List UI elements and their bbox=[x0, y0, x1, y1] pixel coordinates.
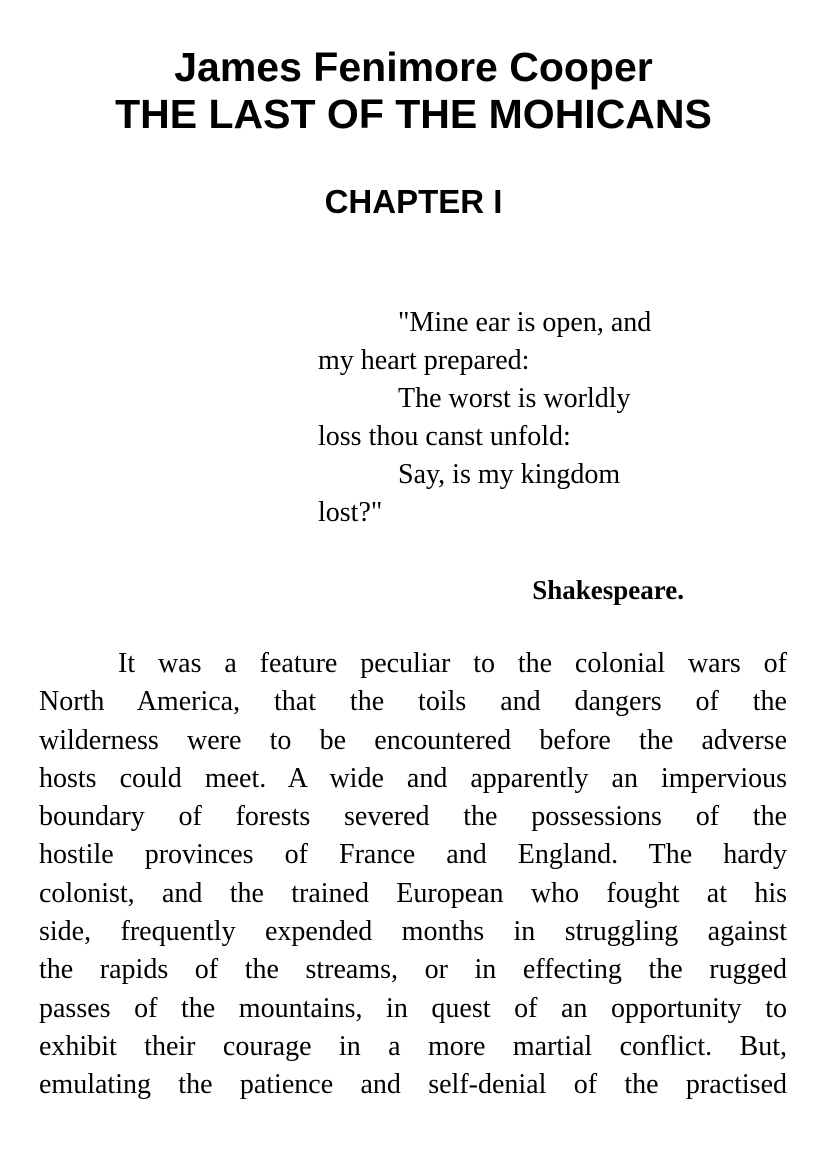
paragraph-line: passes of the mountains, in quest of an opportunity to bbox=[39, 992, 787, 1024]
paragraph-line: North America, that the toils and dangers of the bbox=[39, 686, 787, 718]
paragraph-line: boundary of forests severed the possessions of the bbox=[39, 801, 787, 833]
title-block bbox=[0, 44, 827, 138]
epigraph bbox=[318, 304, 718, 532]
epigraph-line: The worst is worldly bbox=[398, 383, 631, 414]
paragraph-line: side, frequently expended months in struggling against bbox=[39, 916, 787, 948]
epigraph-line: lost?" bbox=[318, 497, 383, 528]
book-title: THE LAST OF THE MOHICANS bbox=[115, 91, 712, 137]
paragraph-line: hosts could meet. A wide and apparently an impervious bbox=[39, 762, 787, 794]
epigraph-line: loss thou canst unfold: bbox=[318, 421, 571, 452]
paragraph-line: hostile provinces of France and England. The hardy bbox=[39, 839, 787, 871]
body-paragraph bbox=[39, 645, 787, 1105]
author-name: James Fenimore Cooper bbox=[174, 44, 653, 90]
epigraph-line: "Mine ear is open, and bbox=[398, 307, 652, 338]
paragraph-line: emulating the patience and self-denial of the practised bbox=[39, 1069, 787, 1101]
paragraph-line: wilderness were to be encountered before the adverse bbox=[39, 724, 787, 756]
paragraph-line: exhibit their courage in a more martial conflict. But, bbox=[39, 1030, 787, 1062]
epigraph-line: Say, is my kingdom bbox=[398, 459, 621, 490]
epigraph-line: my heart prepared: bbox=[318, 345, 530, 376]
paragraph-line: It was a feature peculiar to the colonial wars of bbox=[118, 648, 787, 679]
paragraph-line: colonist, and the trained European who fought at his bbox=[39, 877, 787, 909]
epigraph-attribution: Shakespeare. bbox=[532, 575, 684, 605]
chapter-heading: CHAPTER I bbox=[324, 183, 503, 220]
paragraph-line: the rapids of the streams, or in effecting the rugged bbox=[39, 954, 787, 986]
